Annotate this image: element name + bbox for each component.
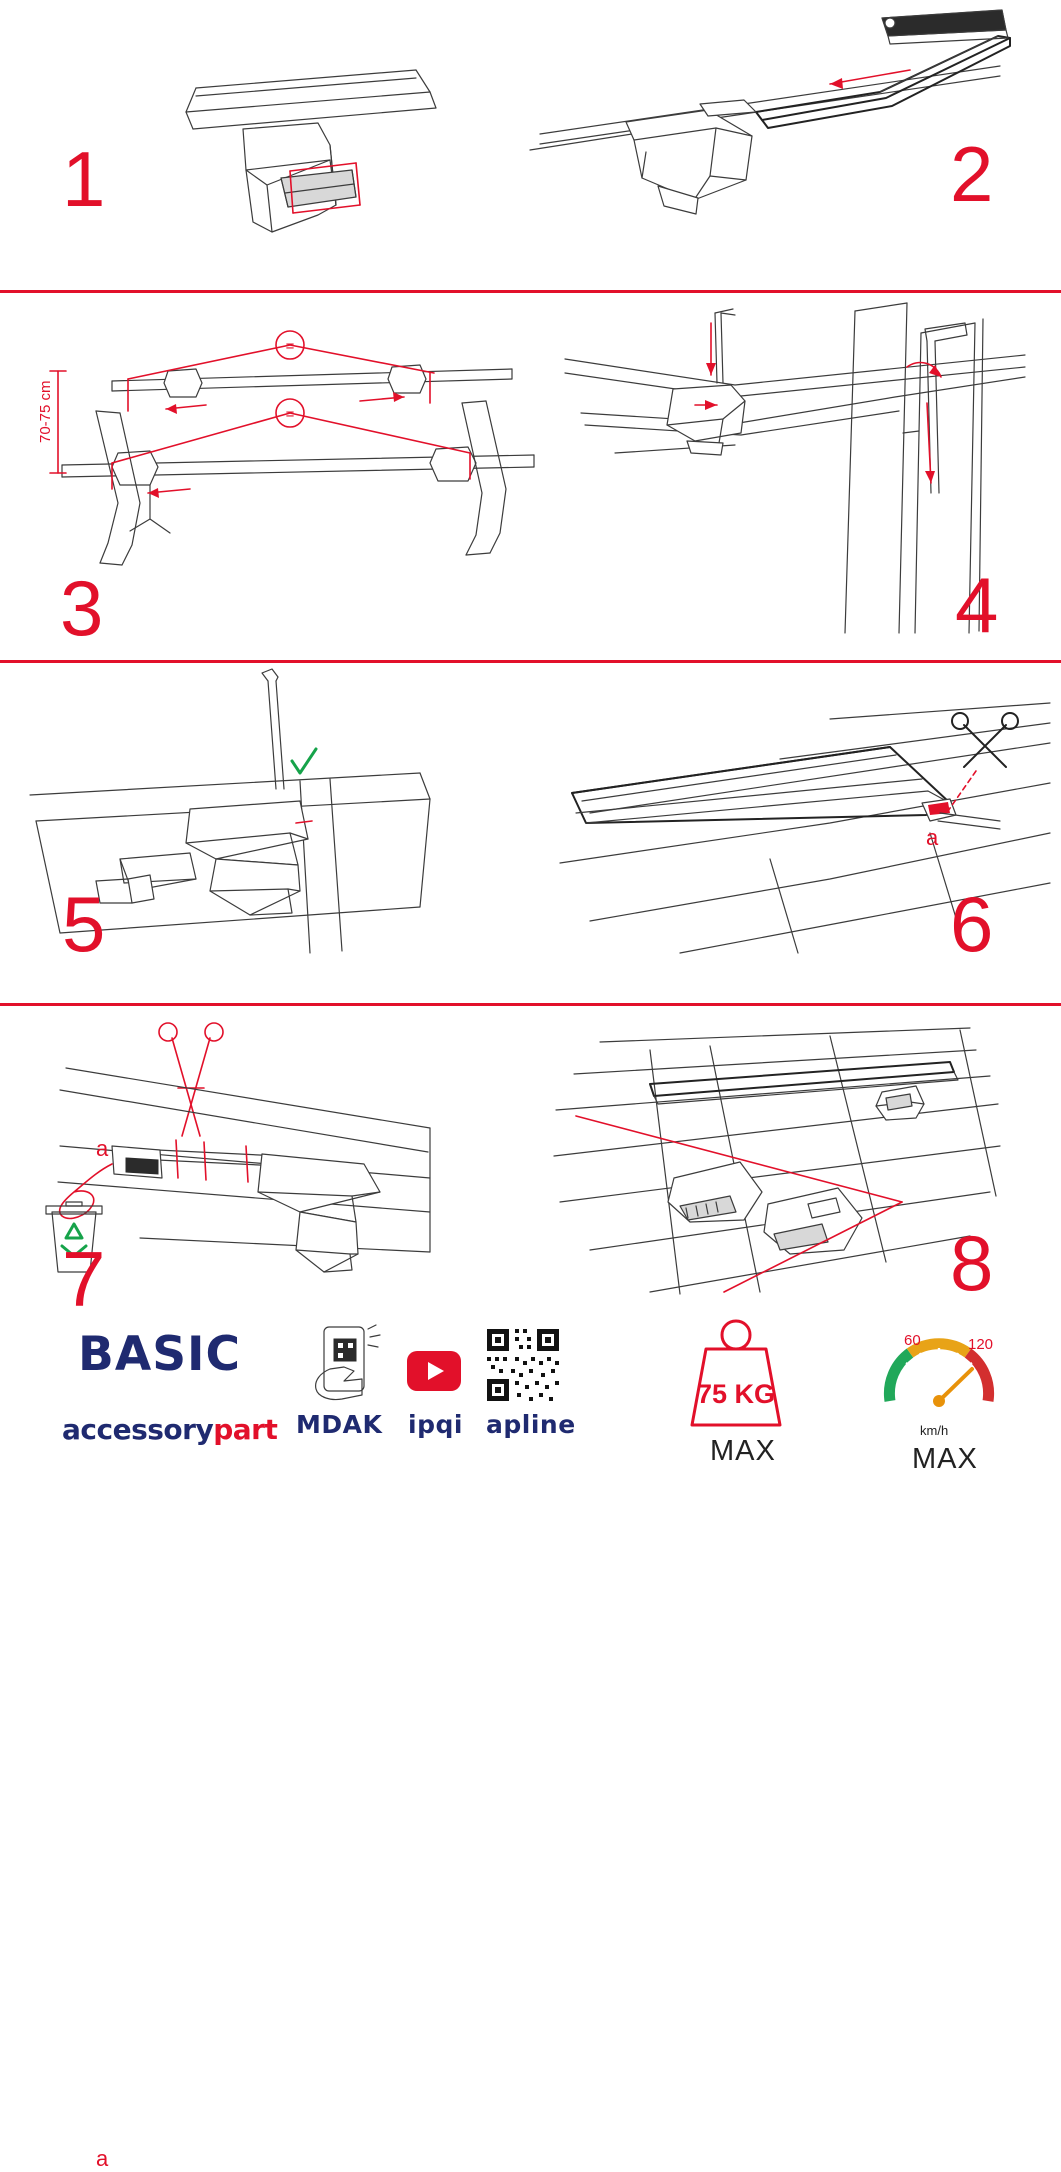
logo-label-apline [486, 1410, 576, 1439]
bar-spacing-dimension: 70-75 cm [37, 380, 54, 443]
step-panel-8 [530, 1006, 1061, 1305]
max-weight-value: 75 KG [696, 1379, 776, 1409]
step-panel-3 [0, 293, 555, 660]
step-panel-6 [530, 663, 1061, 1003]
youtube-icon[interactable] [407, 1351, 461, 1391]
step-number-8: 8 [950, 1219, 992, 1307]
scissors-icon [159, 1023, 223, 1136]
brand-name-part1: accessory [62, 1413, 214, 1446]
hand-phone-qr-icon [310, 1323, 396, 1405]
max-speed-label: MAX [912, 1443, 978, 1475]
step-panel-4 [555, 293, 1061, 660]
step-panel-2 [530, 0, 1061, 290]
speed-tick-60: 60 [904, 1332, 921, 1349]
marker-a-step6: a [926, 825, 939, 850]
step-panel-5 [0, 663, 530, 1003]
brand-name [62, 1413, 277, 1446]
step-panel-1 [0, 0, 530, 290]
logo-label-mdak [296, 1410, 382, 1439]
qr-code-icon[interactable] [485, 1327, 561, 1403]
speedometer-icon [876, 1315, 1002, 1433]
brand-name-part2: part [213, 1413, 278, 1446]
check-icon [292, 749, 316, 773]
scissors-icon [952, 713, 1018, 767]
speed-tick-120: 120 [968, 1336, 994, 1353]
max-weight-label: MAX [710, 1435, 776, 1467]
step-number-2: 2 [950, 130, 992, 218]
brand-title: BASIC [78, 1327, 242, 1382]
step-number-6: 6 [950, 880, 992, 968]
speed-unit-label: km/h [920, 1423, 949, 1438]
step-number-5: 5 [62, 880, 104, 968]
equal-mark-bottom: = [285, 406, 295, 423]
equal-mark-top: = [285, 338, 295, 355]
weight-icon [676, 1315, 796, 1433]
logo-label-ipqi [408, 1410, 463, 1439]
step-number-7: 7 [62, 1235, 104, 1323]
step-number-1: 1 [62, 135, 104, 223]
logo-label-mdak-text: MDAK [296, 1410, 383, 1439]
logo-label-apline-text: apline [486, 1410, 576, 1439]
marker-a-step7: a [96, 2146, 109, 2171]
logo-label-ipqi-text: ipqi [408, 1410, 463, 1439]
step-number-4: 4 [955, 561, 997, 649]
footer [0, 1305, 1061, 1500]
marker-a-step7-label: a [96, 1136, 109, 1161]
step-number-3: 3 [60, 564, 102, 652]
